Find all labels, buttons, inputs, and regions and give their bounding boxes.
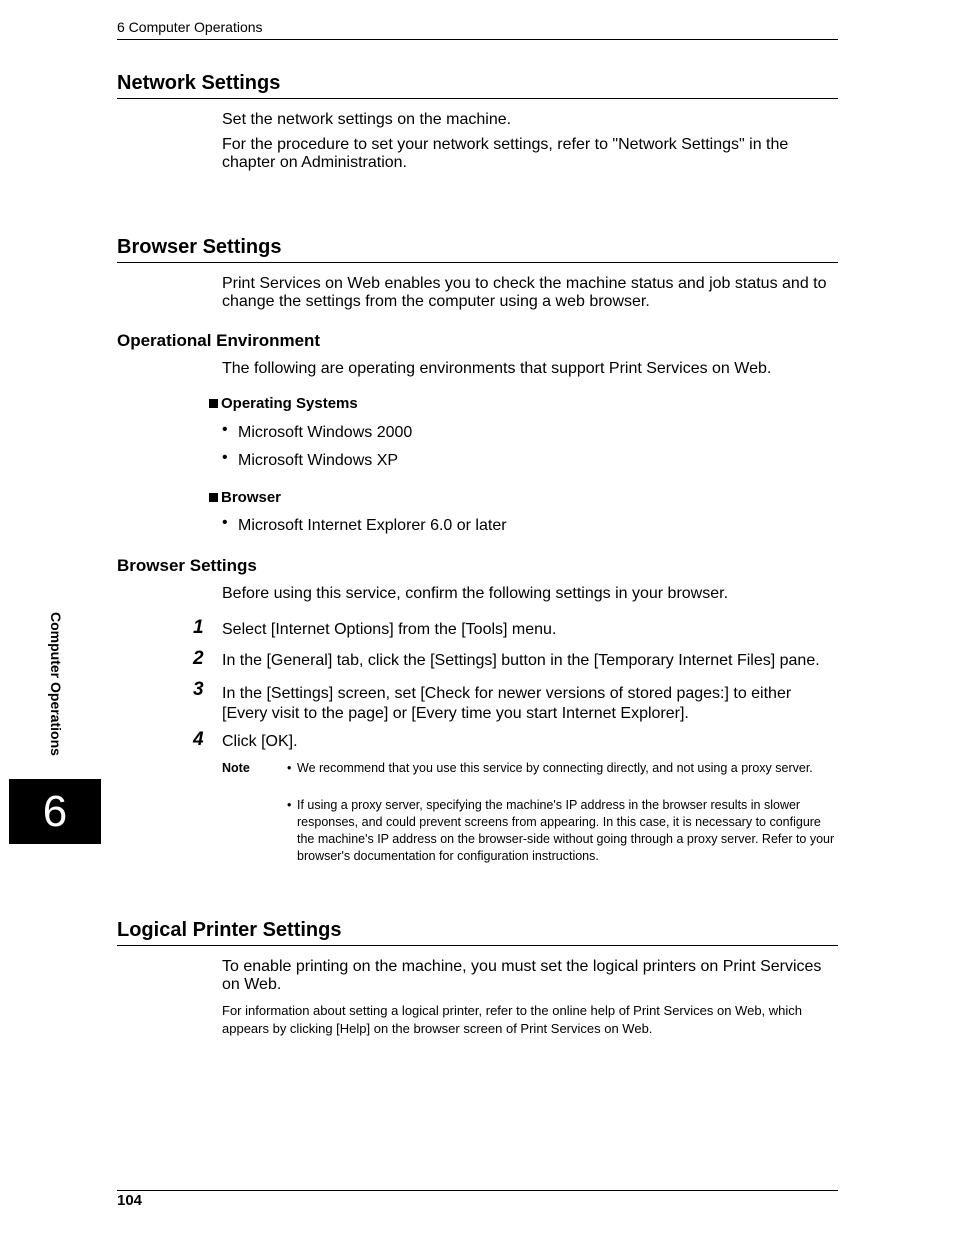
bullet-icon: • — [287, 798, 292, 812]
section-title-network: Network Settings — [117, 72, 281, 94]
chapter-tab-number: 6 — [42, 787, 68, 836]
os-heading — [209, 395, 358, 412]
subsection-title-browser-settings: Browser Settings — [117, 556, 257, 575]
step-text: In the [Settings] screen, set [Check for newer versions of stored pages:] to either [Every visit to the page] or [Every time you start Internet Explorer]. — [222, 685, 792, 722]
subsection-title-operational-environment: Operational Environment — [117, 331, 321, 350]
square-bullet-icon — [209, 399, 218, 408]
chapter-tab — [9, 779, 101, 844]
browser-heading-label: Browser — [221, 489, 282, 506]
note-item — [287, 760, 839, 777]
step-number: 4 — [193, 729, 204, 750]
note-text: If using a proxy server, specifying the machine's IP address in the browser results in slower responses, and could prevent screens from appearing. In this case, it is necessary to configure the machine's IP address on the browser-side without going through a proxy server. Refer to your browser's documentation for configuration instructions. — [297, 798, 835, 863]
page-number: 104 — [117, 1192, 143, 1209]
section-title-logical-printer: Logical Printer Settings — [117, 919, 342, 941]
list-item-label: Microsoft Internet Explorer 6.0 or later — [238, 517, 507, 534]
running-header: 6 Computer Operations — [117, 19, 263, 35]
list-item — [222, 421, 413, 442]
list-item-label: Microsoft Windows 2000 — [238, 424, 413, 441]
bullet-icon: • — [222, 449, 228, 466]
browser-settings-paragraph: Before using this service, confirm the following settings in your browser. — [222, 585, 729, 602]
note-text: We recommend that you use this service by connecting directly, and not using a proxy server. — [297, 761, 813, 775]
network-paragraph-2: For the procedure to set your network settings, refer to "Network Settings" in the chapter on Administration. — [222, 136, 789, 171]
footer-rule — [117, 1190, 838, 1191]
step-number: 1 — [193, 617, 204, 638]
note-item — [287, 797, 839, 865]
logical-paragraph-2: For information about setting a logical printer, refer to the online help of Print Services on Web, which appears by clicking [Help] on the browser screen of Print Services on Web. — [222, 1003, 803, 1036]
step-number: 2 — [193, 648, 204, 669]
step-text: Select [Internet Options] from the [Tools] menu. — [222, 621, 557, 638]
logical-paragraph-1: To enable printing on the machine, you must set the logical printers on Print Services on Web. — [222, 958, 822, 993]
list-item-label: Microsoft Windows XP — [238, 452, 399, 469]
step-number: 3 — [193, 679, 204, 700]
bullet-icon: • — [222, 421, 228, 438]
browser-heading — [209, 489, 281, 506]
bullet-icon: • — [222, 514, 228, 531]
list-item — [222, 449, 399, 470]
step-text: In the [General] tab, click the [Settings] button in the [Temporary Internet Files] pane. — [222, 652, 820, 669]
browser-paragraph-1: Print Services on Web enables you to check the machine status and job status and to change the settings from the computer using a web browser. — [222, 275, 827, 310]
bullet-icon: • — [287, 761, 292, 775]
note-label: Note — [222, 761, 250, 775]
section-rule — [117, 262, 838, 263]
header-rule — [117, 39, 838, 40]
square-bullet-icon — [209, 493, 218, 502]
operational-environment-paragraph: The following are operating environments that support Print Services on Web. — [222, 360, 772, 377]
os-heading-label: Operating Systems — [221, 395, 358, 412]
side-chapter-label: Computer Operations — [48, 612, 64, 756]
step-text: Click [OK]. — [222, 733, 298, 750]
section-rule — [117, 98, 838, 99]
list-item — [222, 514, 507, 535]
network-paragraph-1: Set the network settings on the machine. — [222, 111, 512, 128]
section-title-browser: Browser Settings — [117, 236, 282, 258]
section-rule — [117, 945, 838, 946]
